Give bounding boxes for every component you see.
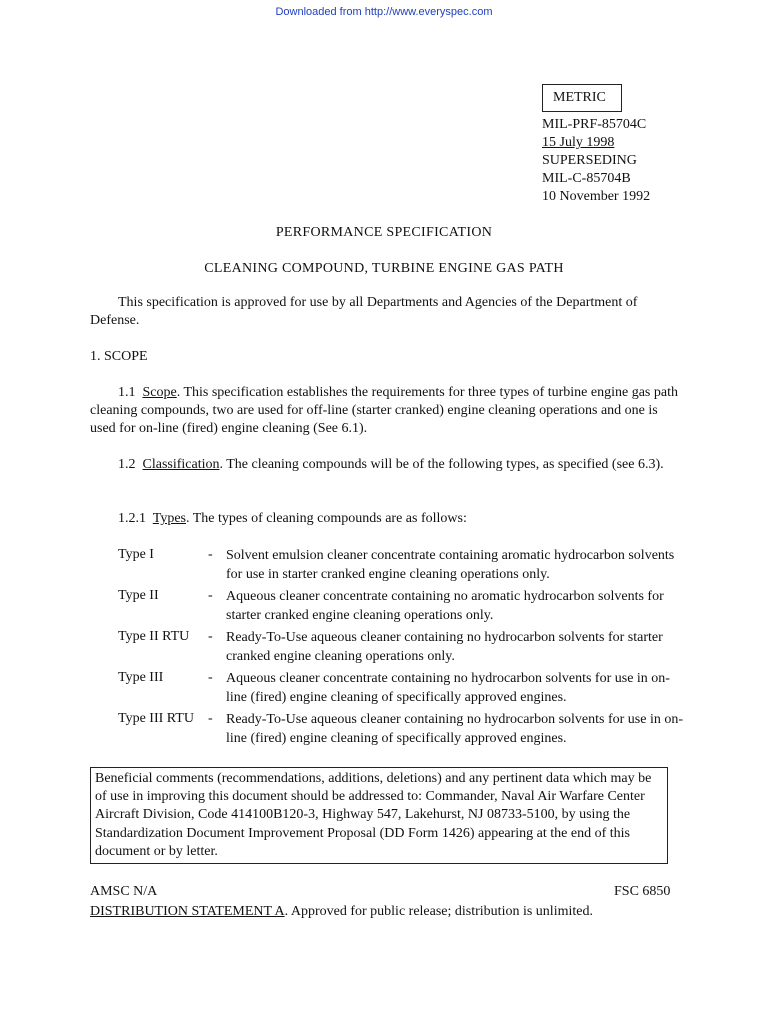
scope-paragraph	[90, 384, 680, 438]
scope-heading: 1. SCOPE	[90, 349, 148, 364]
classification-subheading: Classification	[142, 457, 220, 472]
type-description: Aqueous cleaner concentrate containing no aromatic hydrocarbon solvents for starter cranked engine cleaning operations only.	[226, 589, 664, 623]
classification-text: . The cleaning compounds will be of the following types, as specified (see 6.3).	[219, 457, 664, 472]
types-subheading: Types	[152, 511, 186, 526]
type-dash: -	[208, 711, 213, 726]
type-label: Type II RTU	[118, 629, 190, 644]
download-link[interactable]: Downloaded from http://www.everyspec.com	[275, 6, 493, 18]
type-label: Type II	[118, 588, 159, 603]
metric-label-box: METRIC	[542, 84, 622, 112]
superseded-document-number: MIL-C-85704B	[542, 171, 631, 186]
comments-notice-box: Beneficial comments (recommendations, additions, deletions) and any pertinent data which may be of use in improving this document should be addressed to: Commander, Naval Air Warfare Center Aircraft Division, Code 414100B120-3, Highway 547, Lakehurst, NJ 08733-5100, by using the Standardization Document Improvement Proposal (DD Form 1426) appearing at the end of this document or by letter.	[90, 767, 668, 864]
type-dash: -	[208, 670, 213, 685]
distribution-statement	[90, 903, 593, 921]
amsc-code: AMSC N/A	[90, 884, 158, 899]
type-dash: -	[208, 547, 213, 562]
section-number-1-2: 1.2	[118, 457, 136, 472]
scope-subheading: Scope	[142, 385, 177, 400]
type-label: Type III	[118, 670, 164, 685]
type-label: Type I	[118, 547, 154, 562]
types-text: . The types of cleaning compounds are as follows:	[186, 511, 467, 526]
type-description: Ready-To-Use aqueous cleaner containing no hydrocarbon solvents for starter cranked engine cleaning operations only.	[226, 630, 663, 664]
spec-subject-title: CLEANING COMPOUND, TURBINE ENGINE GAS PATH	[204, 261, 564, 276]
section-number-1-2-1: 1.2.1	[118, 511, 146, 526]
spec-type-title: PERFORMANCE SPECIFICATION	[275, 225, 493, 240]
section-number-1-1: 1.1	[118, 385, 136, 400]
types-paragraph	[90, 510, 680, 528]
type-label: Type III RTU	[118, 711, 194, 726]
approval-paragraph: This specification is approved for use by all Departments and Agencies of the Department of Defense.	[90, 295, 638, 328]
distribution-statement-label: DISTRIBUTION STATEMENT A	[90, 904, 285, 919]
type-description: Ready-To-Use aqueous cleaner containing no hydrocarbon solvents for use in on-line (fired) engine cleaning of specifically approved engines.	[226, 712, 683, 746]
superseded-document-date: 10 November 1992	[542, 189, 651, 204]
fsc-code: FSC 6850	[614, 884, 671, 899]
type-description: Solvent emulsion cleaner concentrate containing aromatic hydrocarbon solvents for use in starter cranked engine cleaning operations only.	[226, 548, 675, 582]
distribution-statement-text: . Approved for public release; distribution is unlimited.	[284, 904, 593, 919]
type-dash: -	[208, 588, 213, 603]
classification-paragraph	[90, 456, 680, 474]
type-dash: -	[208, 629, 213, 644]
document-date: 15 July 1998	[542, 135, 615, 150]
document-number: MIL-PRF-85704C	[542, 117, 647, 132]
superseding-label: SUPERSEDING	[542, 153, 637, 168]
type-description: Aqueous cleaner concentrate containing no hydrocarbon solvents for use in on-line (fired) engine cleaning of specifically approved engines.	[226, 671, 670, 705]
scope-text: . This specification establishes the requirements for three types of turbine engine gas path cleaning compounds, two are used for off-line (starter cranked) engine cleaning operations and one is used for on-line (fired) engine cleaning (See 6.1).	[90, 385, 678, 436]
